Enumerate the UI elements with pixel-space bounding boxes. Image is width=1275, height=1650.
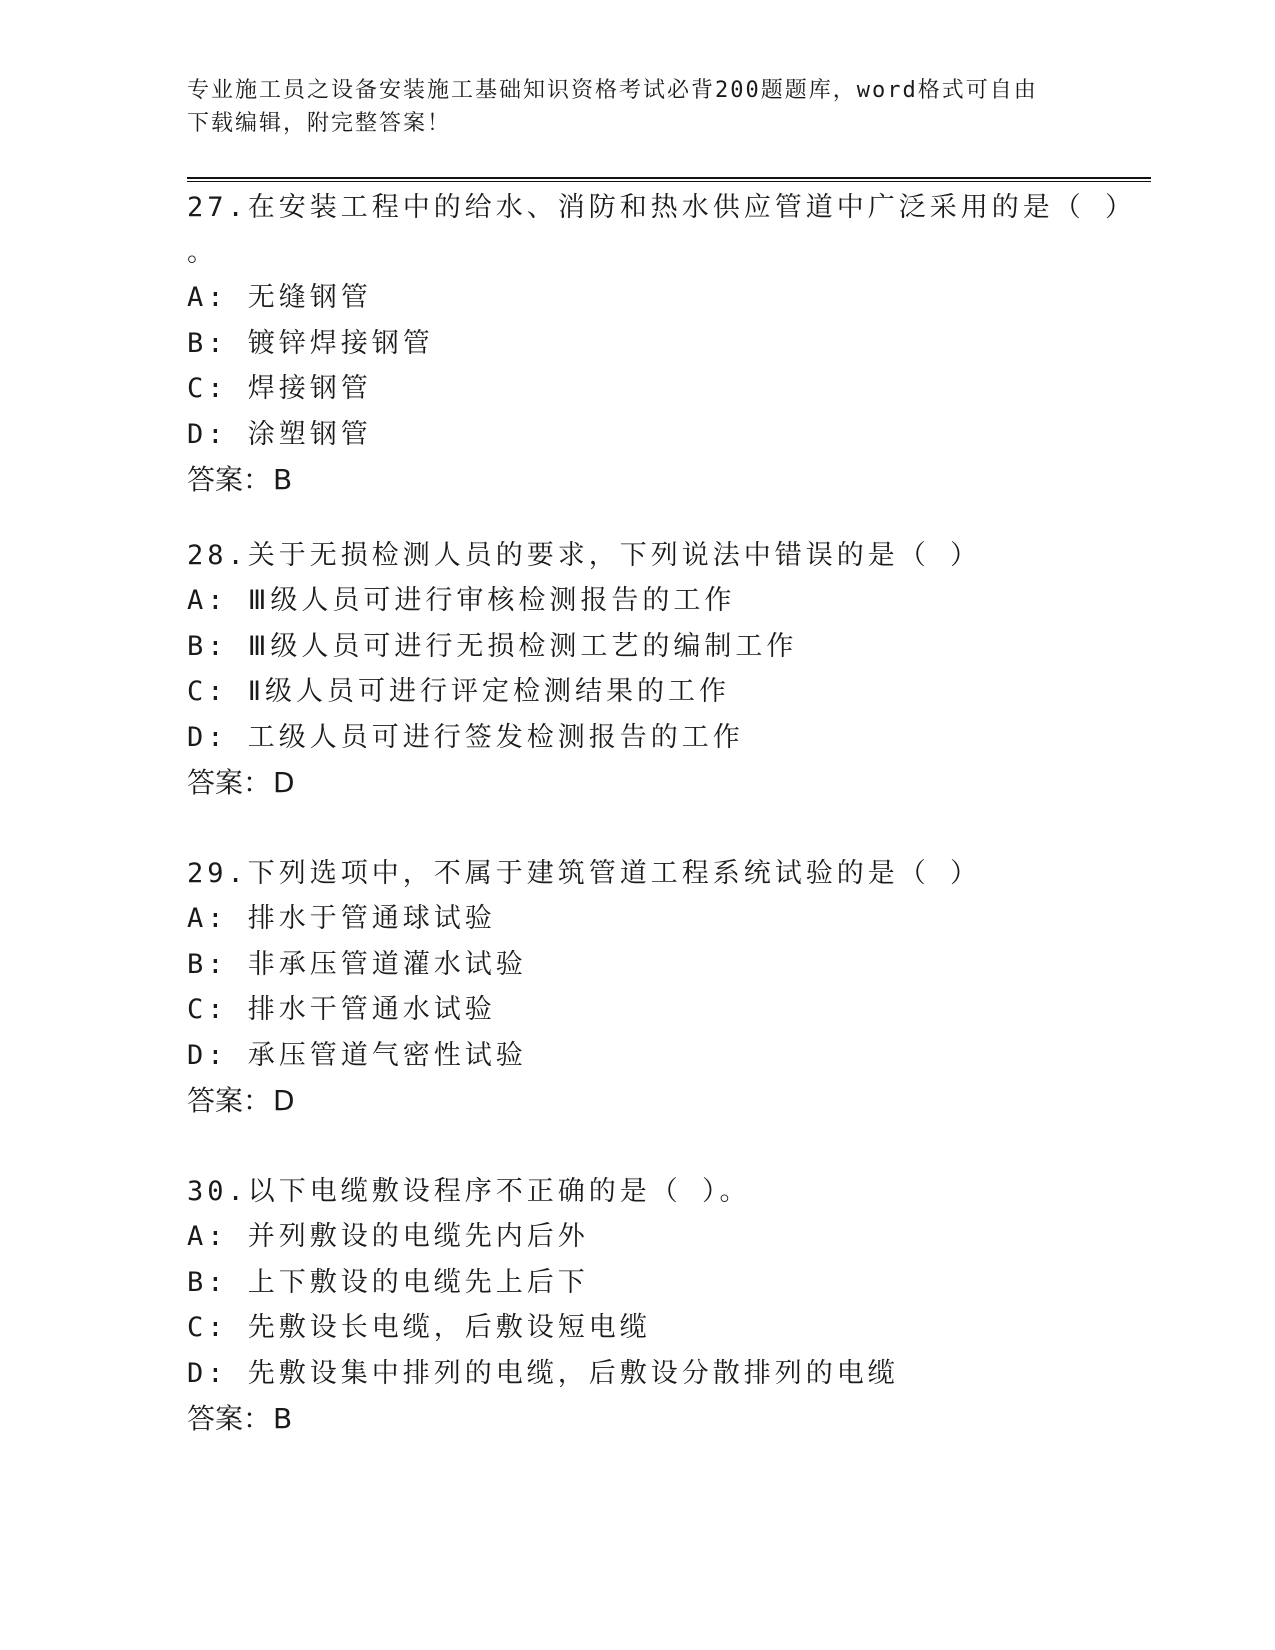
option-c: C: Ⅱ级人员可进行评定检测结果的工作 (187, 676, 731, 707)
option-a: A: 排水于管通球试验 (187, 903, 496, 934)
header-line: 专业施工员之设备安装施工基础知识资格考试必背200题题库，word格式可自由 (187, 78, 1038, 103)
option-d: D: 先敷设集中排列的电缆，后敷设分散排列的电缆 (187, 1357, 899, 1389)
header-line: 下载编辑，附完整答案！ (187, 111, 452, 136)
question-stem: 28.关于无损检测人员的要求，下列说法中错误的是（ ） (187, 540, 982, 571)
question-stem: 27.在安装工程中的给水、消防和热水供应管道中广泛采用的是（ ） (187, 192, 1137, 223)
option-b: B: 非承压管道灌水试验 (187, 948, 527, 980)
option-b: B: 上下敷设的电缆先上后下 (187, 1266, 589, 1298)
header-divider (187, 177, 1151, 183)
option-c: C: 排水干管通水试验 (187, 994, 496, 1025)
option-b: B: Ⅲ级人员可进行无损检测工艺的编制工作 (187, 630, 798, 662)
answer-label: 答案： (187, 1402, 272, 1435)
question-stem-continuation: 。 (187, 237, 218, 268)
option-a: A: Ⅲ级人员可进行审核检测报告的工作 (187, 585, 736, 616)
answer-line (187, 1078, 1147, 1123)
answer-line (187, 1396, 1147, 1441)
option-c: C: 焊接钢管 (187, 373, 372, 404)
answer-label: 答案： (187, 1084, 272, 1117)
question-block (187, 533, 1147, 805)
answer-value: B (273, 463, 293, 496)
question-block (187, 185, 1147, 502)
answer-value: B (273, 1402, 293, 1435)
question-stem: 29.下列选项中，不属于建筑管道工程系统试验的是（ ） (187, 858, 982, 889)
option-d: D: 涂塑钢管 (187, 418, 372, 450)
question-block (187, 1169, 1147, 1441)
answer-value: D (273, 1084, 295, 1117)
option-a: A: 并列敷设的电缆先内后外 (187, 1221, 589, 1252)
answer-value: D (273, 766, 295, 799)
answer-line (187, 760, 1147, 805)
answer-label: 答案： (187, 766, 272, 799)
option-a: A: 无缝钢管 (187, 282, 372, 313)
option-d: D: 工级人员可进行签发检测报告的工作 (187, 721, 744, 753)
question-stem: 30.以下电缆敷设程序不正确的是（ ）。 (187, 1176, 751, 1207)
document-header (187, 74, 1087, 140)
question-block (187, 851, 1147, 1123)
divider-thick-line (187, 177, 1151, 179)
divider-thin-line (187, 181, 1151, 182)
option-c: C: 先敷设长电缆，后敷设短电缆 (187, 1312, 651, 1343)
answer-label: 答案： (187, 463, 272, 496)
answer-line (187, 457, 1147, 502)
option-b: B: 镀锌焊接钢管 (187, 327, 434, 359)
option-d: D: 承压管道气密性试验 (187, 1039, 527, 1071)
